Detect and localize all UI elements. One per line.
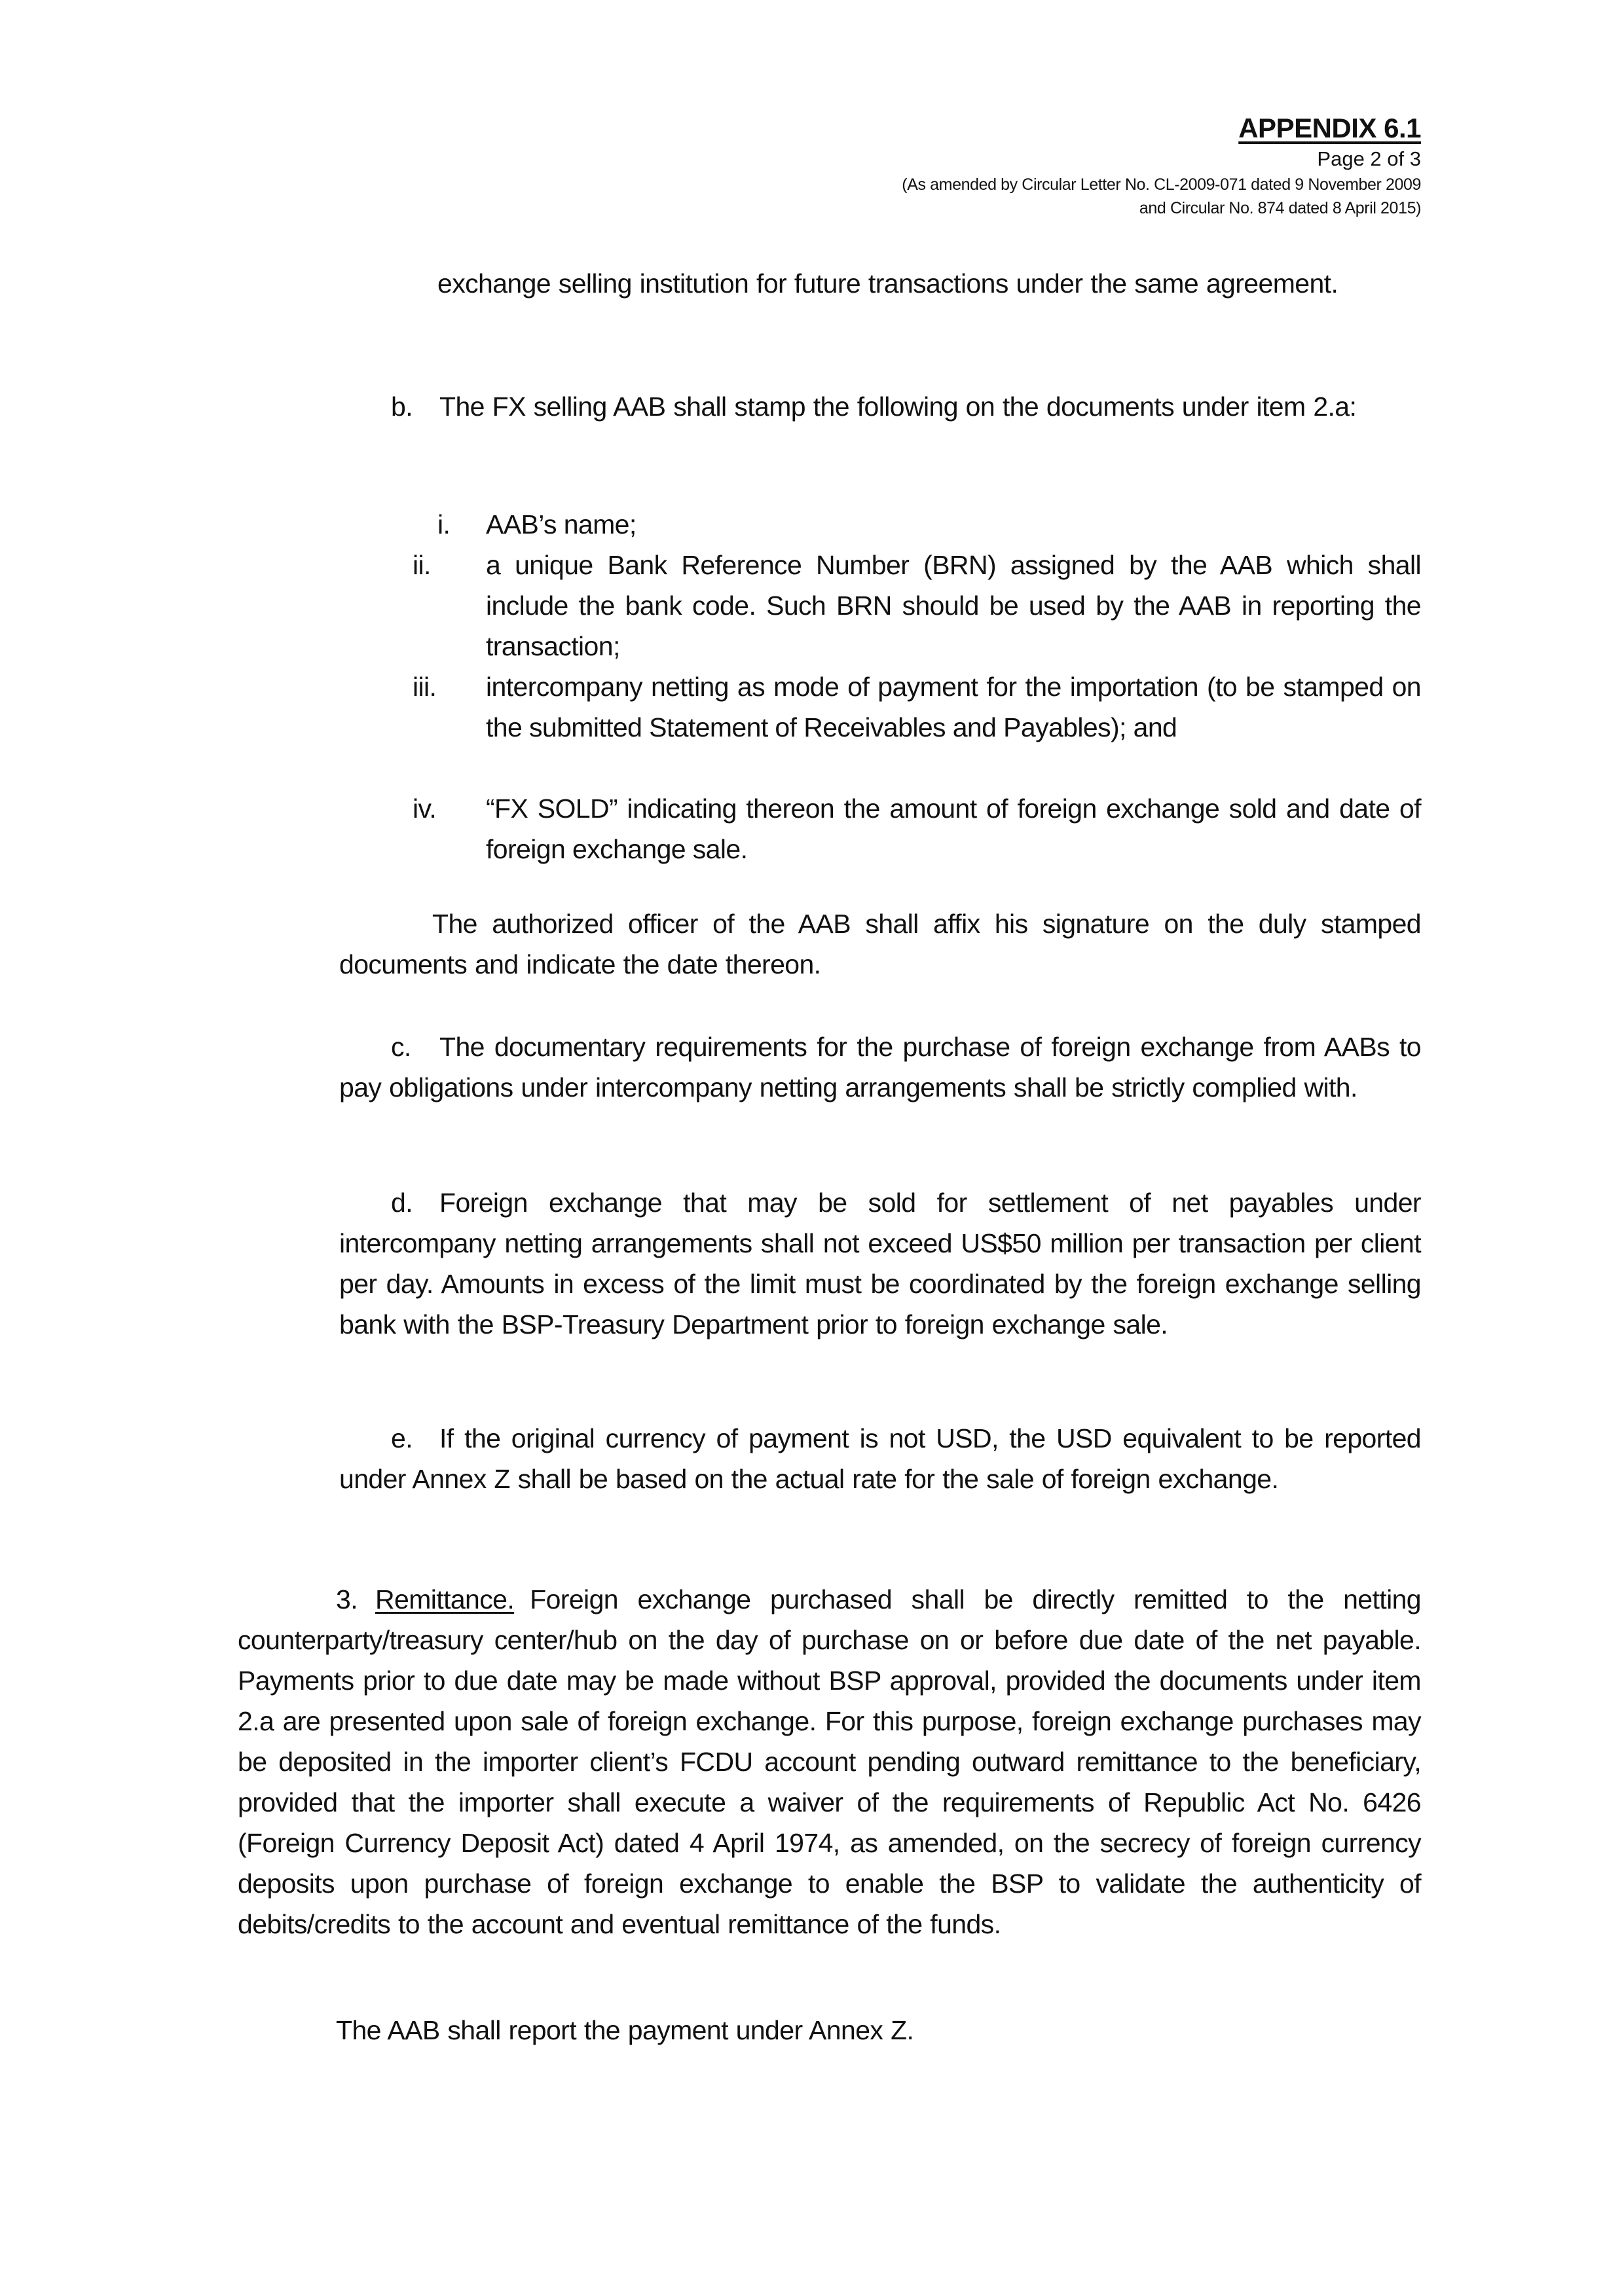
item-e-paragraph xyxy=(339,1418,1421,1499)
section-3-paragraph xyxy=(238,1579,1421,1944)
subitem-marker: i. xyxy=(437,509,451,539)
item-d-text: Foreign exchange that may be sold for settlement of net payables under intercompany netting arrangements shall not exceed US$50 million per transaction per client per day. Amounts in excess of the limit must be coordinated by the foreign exchange selling bank with the BSP-Treasury Department prior to foreign exchange sale. xyxy=(339,1188,1421,1339)
amendment-note-line1: (As amended by Circular Letter No. CL-2009-071 dated 9 November 2009 xyxy=(902,175,1421,194)
item-e-marker: e. xyxy=(391,1423,413,1453)
section-3-marker: 3. xyxy=(336,1584,358,1614)
page-number: Page 2 of 3 xyxy=(1317,147,1421,170)
item-b-text: The FX selling AAB shall stamp the following on the documents under item 2.a: xyxy=(439,392,1357,422)
item-b-marker: b. xyxy=(391,392,413,422)
page-header xyxy=(902,111,1421,220)
appendix-title: APPENDIX 6.1 xyxy=(1238,113,1421,143)
subitem-text: AAB’s name; xyxy=(486,509,637,539)
item-e-text: If the original currency of payment is not USD, the USD equivalent to be reported under Annex Z shall be based on the actual rate for the sale of foreign exchange. xyxy=(339,1423,1421,1494)
closing-paragraph: The AAB shall report the payment under Annex Z. xyxy=(336,2015,914,2045)
officer-note-paragraph: The authorized officer of the AAB shall affix his signature on the duly stamped documents and indicate the date thereon. xyxy=(339,909,1421,979)
item-c-marker: c. xyxy=(391,1032,411,1062)
subitem-text: intercompany netting as mode of payment for the importation (to be stamped on the submitted Statement of Receivables and Payables); and xyxy=(486,672,1421,742)
subitem-marker: iv. xyxy=(413,793,437,824)
amendment-note-line2: and Circular No. 874 dated 8 April 2015) xyxy=(1139,199,1421,217)
section-3-text: Foreign exchange purchased shall be directly remitted to the netting counterparty/treasury center/hub on the day of purchase on or before due date of the net payable. Payments prior to due date may be made without BSP approval, provided the documents under item 2.a are presented upon sale of foreign exchange. For this purpose, foreign exchange purchases may be deposited in the importer client’s FCDU account pending outward remittance to the beneficiary, provided that the importer shall execute a waiver of the requirements of Republic Act No. 6426 (Foreign Currency Deposit Act) dated 4 April 1974, as amended, on the secrecy of foreign currency deposits upon purchase of foreign exchange to enable the BSP to validate the authenticity of debits/credits to the account and eventual remittance of the funds. xyxy=(238,1584,1421,1939)
item-d-paragraph xyxy=(339,1182,1421,1345)
subitem-text: “FX SOLD” indicating thereon the amount of foreign exchange sold and date of foreign exchange sale. xyxy=(486,793,1421,864)
subitem-marker: ii. xyxy=(413,550,431,580)
continuation-paragraph: exchange selling institution for future transactions under the same agreement. xyxy=(437,268,1338,299)
item-c-text: The documentary requirements for the purchase of foreign exchange from AABs to pay obligations under intercompany netting arrangements shall be strictly complied with. xyxy=(339,1032,1421,1102)
item-c-paragraph xyxy=(339,1027,1421,1108)
section-3-heading: Remittance. xyxy=(375,1584,515,1614)
item-b-paragraph xyxy=(339,386,1421,427)
subitem-marker: iii. xyxy=(413,672,437,702)
subitem-text: a unique Bank Reference Number (BRN) assigned by the AAB which shall include the bank code. Such BRN should be used by the AAB in reporting the transaction; xyxy=(486,550,1421,661)
item-d-marker: d. xyxy=(391,1188,413,1218)
